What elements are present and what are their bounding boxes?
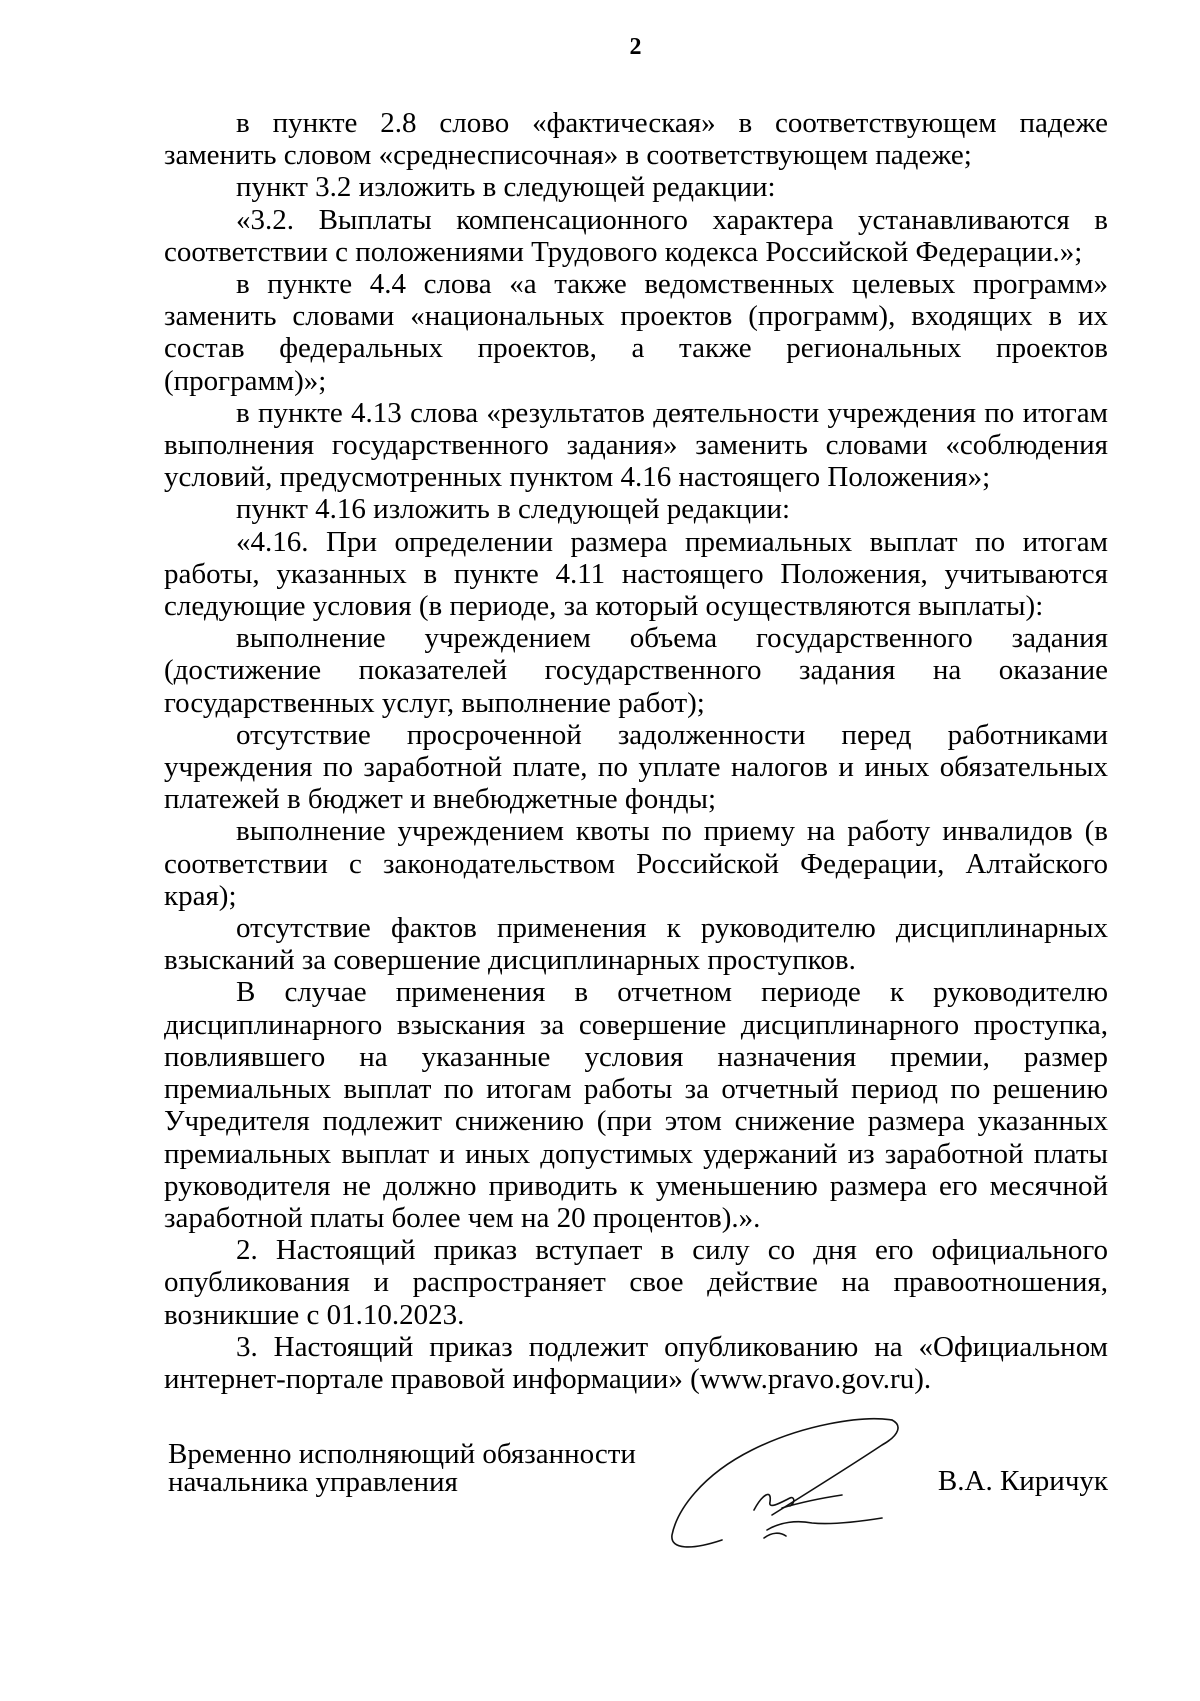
document-body bbox=[164, 107, 1108, 1395]
paragraph: в пункте 2.8 слово «фактическая» в соответствующем падеже заменить словом «среднесписочная» в соответствующем падеже; bbox=[164, 107, 1108, 172]
page-number: 2 bbox=[629, 34, 642, 60]
paragraph: пункт 4.16 изложить в следующей редакции: bbox=[236, 493, 791, 526]
paragraph: в пункте 4.4 слова «а также ведомственных целевых программ» заменить словами «национальных проектов (программ), входящих в их состав федеральных проектов, а также региональных проектов (программ)»; bbox=[164, 268, 1108, 397]
paragraph: выполнение учреждением квоты по приему на работу инвалидов (в соответствии с законодательством Российской Федерации, Алтайского края); bbox=[164, 815, 1108, 912]
paragraph: 2. Настоящий приказ вступает в силу со дня его официального опубликования и распространяет свое действие на правоотношения, возникшие с 01.10.2023. bbox=[164, 1234, 1108, 1331]
paragraph: пункт 3.2 изложить в следующей редакции: bbox=[236, 171, 776, 204]
paragraph: 3. Настоящий приказ подлежит опубликованию на «Официальном интернет-портале правовой информации» (www.pravo.gov.ru). bbox=[164, 1330, 1108, 1395]
paragraph: в пункте 4.13 слова «результатов деятельности учреждения по итогам выполнения государственного задания» заменить словами «соблюдения условий, предусмотренных пунктом 4.16 настоящего Положения»; bbox=[164, 396, 1108, 494]
signer-position bbox=[168, 1440, 636, 1496]
handwritten-signature bbox=[662, 1410, 932, 1560]
signer-name: В.А. Киричук bbox=[937, 1465, 1108, 1497]
paragraph: «3.2. Выплаты компенсационного характера устанавливаются в соответствии с положениями Трудового кодекса Российской Федерации.»; bbox=[164, 203, 1108, 268]
paragraph: «4.16. При определении размера премиальных выплат по итогам работы, указанных в пункте 4.11 настоящего Положения, учитываются следующие условия (в периоде, за который осуществляются выплаты): bbox=[164, 525, 1108, 623]
signer-position-line: Временно исполняющий обязанности bbox=[168, 1438, 636, 1470]
paragraph: отсутствие просроченной задолженности перед работниками учреждения по заработной плате, по уплате налогов и иных обязательных платежей в бюджет и внебюджетные фонды; bbox=[164, 718, 1108, 816]
paragraph: В случае применения в отчетном периоде к руководителю дисциплинарного взыскания за совершение дисциплинарного проступка, повлиявшего на указанные условия назначения премии, размер премиальных выплат по итогам работы за отчетный период по решению Учредителя подлежит снижению (при этом снижение размера указанных премиальных выплат и иных допустимых удержаний из заработной платы руководителя не должно приводить к уменьшению размера его месячной заработной платы более чем на 20 процентов).». bbox=[164, 976, 1108, 1234]
signature-block bbox=[168, 1440, 1108, 1560]
paragraph: отсутствие фактов применения к руководителю дисциплинарных взысканий за совершение дисциплинарных проступков. bbox=[164, 912, 1108, 977]
paragraph: выполнение учреждением объема государственного задания (достижение показателей государственного задания на оказание государственных услуг, выполнение работ); bbox=[164, 622, 1108, 719]
signer-position-line: начальника управления bbox=[168, 1466, 458, 1498]
